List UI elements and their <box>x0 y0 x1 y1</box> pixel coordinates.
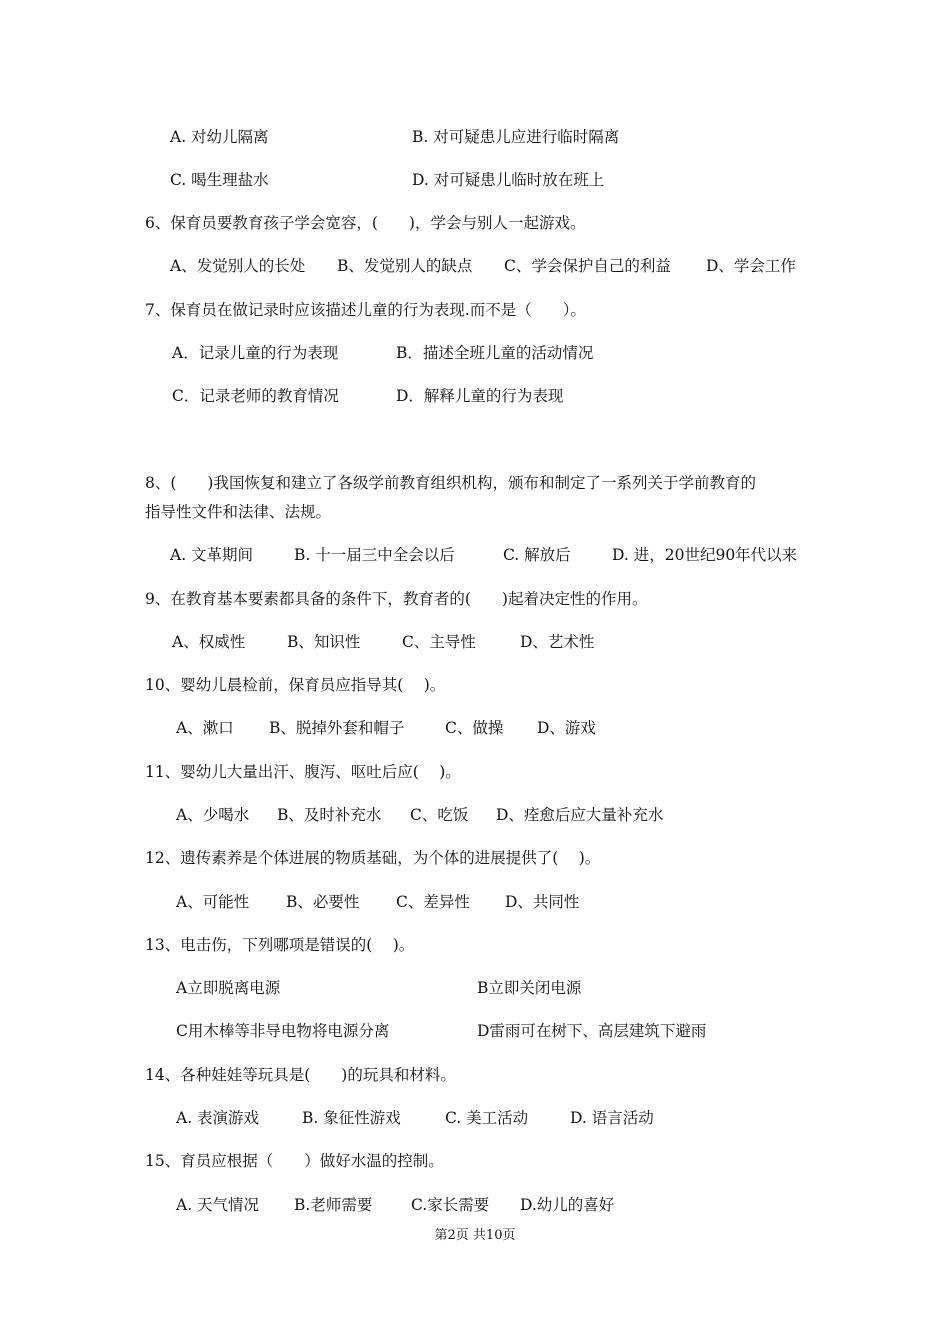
question-12: 12、遗传素养是个体进展的物质基础，为个体的进展提供了( )。 <box>145 849 601 867</box>
q15-option-a: A. 天气情况 <box>176 1196 260 1214</box>
question-10: 10、婴幼儿晨检前，保育员应指导其( )。 <box>145 676 446 694</box>
question-9: 9、在教育基本要素都具备的条件下，教育者的( )起着决定性的作用。 <box>145 590 648 608</box>
q11-option-b: B、及时补充水 <box>277 806 382 824</box>
question-6: 6、保育员要教育孩子学会宽容，( )，学会与别人一起游戏。 <box>145 214 586 232</box>
q8-option-d: D. 进，20世纪90年代以来 <box>612 546 798 564</box>
q12-option-c: C、差异性 <box>396 893 470 911</box>
q7-option-b: B．描述全班儿童的活动情况 <box>396 344 594 362</box>
q12-option-d: D、共同性 <box>505 893 580 911</box>
q15-option-d: D.幼儿的喜好 <box>520 1196 615 1214</box>
q7-option-d: D．解释儿童的行为表现 <box>396 387 564 405</box>
question-7: 7、保育员在做记录时应该描述儿童的行为表现.而不是（ ）。 <box>145 301 587 319</box>
q7-option-c: C．记录老师的教育情况 <box>172 387 339 405</box>
q14-option-b: B. 象征性游戏 <box>302 1109 401 1127</box>
question-8-line-2: 指导性文件和法律、法规。 <box>145 503 332 521</box>
q7-option-a: A．记录儿童的行为表现 <box>172 344 339 362</box>
q9-option-d: D、艺术性 <box>520 633 595 651</box>
q14-option-a: A. 表演游戏 <box>176 1109 260 1127</box>
q6-option-c: C、学会保护自己的利益 <box>504 257 671 275</box>
question-11: 11、婴幼儿大量出汗、腹泻、呕吐后应( )。 <box>145 763 461 781</box>
q10-option-d: D、游戏 <box>537 719 596 737</box>
q13-option-a: A立即脱离电源 <box>176 979 281 997</box>
q11-option-c: C、吃饭 <box>410 806 469 824</box>
q8-option-c: C. 解放后 <box>503 546 571 564</box>
q9-option-c: C、主导性 <box>402 633 476 651</box>
q8-option-a: A. 文革期间 <box>170 546 254 564</box>
q15-option-b: B.老师需要 <box>294 1196 373 1214</box>
q5-option-b: B. 对可疑患儿应进行临时隔离 <box>412 128 620 146</box>
q10-option-b: B、脱掉外套和帽子 <box>269 719 405 737</box>
q9-option-b: B、知识性 <box>287 633 361 651</box>
q8-option-b: B. 十一届三中全会以后 <box>294 546 455 564</box>
q15-option-c: C.家长需要 <box>411 1196 490 1214</box>
q6-option-b: B、发觉别人的缺点 <box>337 257 473 275</box>
q5-option-a: A. 对幼儿隔离 <box>170 128 269 146</box>
q5-option-c: C. 喝生理盐水 <box>170 171 269 189</box>
q13-option-d: D雷雨可在树下、高层建筑下避雨 <box>477 1022 707 1040</box>
q12-option-a: A、可能性 <box>176 893 250 911</box>
q5-option-d: D. 对可疑患儿临时放在班上 <box>412 171 605 189</box>
q13-option-b: B立即关闭电源 <box>477 979 582 997</box>
q9-option-a: A、权威性 <box>172 633 246 651</box>
page-footer: 第2页 共10页 <box>434 1228 516 1243</box>
q10-option-c: C、做操 <box>445 719 504 737</box>
q13-option-c: C用木棒等非导电物将电源分离 <box>176 1022 390 1040</box>
q14-option-d: D. 语言活动 <box>570 1109 654 1127</box>
question-15: 15、育员应根据（ ）做好水温的控制。 <box>145 1152 444 1170</box>
question-8-line-1: 8、( )我国恢复和建立了各级学前教育组织机构，颁布和制定了一系列关于学前教育的 <box>145 474 756 492</box>
question-14: 14、各种娃娃等玩具是( )的玩具和材料。 <box>145 1066 456 1084</box>
q6-option-a: A、发觉别人的长处 <box>170 257 306 275</box>
q11-option-d: D、痊愈后应大量补充水 <box>496 806 664 824</box>
q11-option-a: A、少喝水 <box>176 806 250 824</box>
question-13: 13、电击伤，下列哪项是错误的( )。 <box>145 936 415 954</box>
q6-option-d: D、学会工作 <box>706 257 796 275</box>
q10-option-a: A、漱口 <box>176 719 234 737</box>
q14-option-c: C. 美工活动 <box>445 1109 529 1127</box>
q12-option-b: B、必要性 <box>286 893 360 911</box>
